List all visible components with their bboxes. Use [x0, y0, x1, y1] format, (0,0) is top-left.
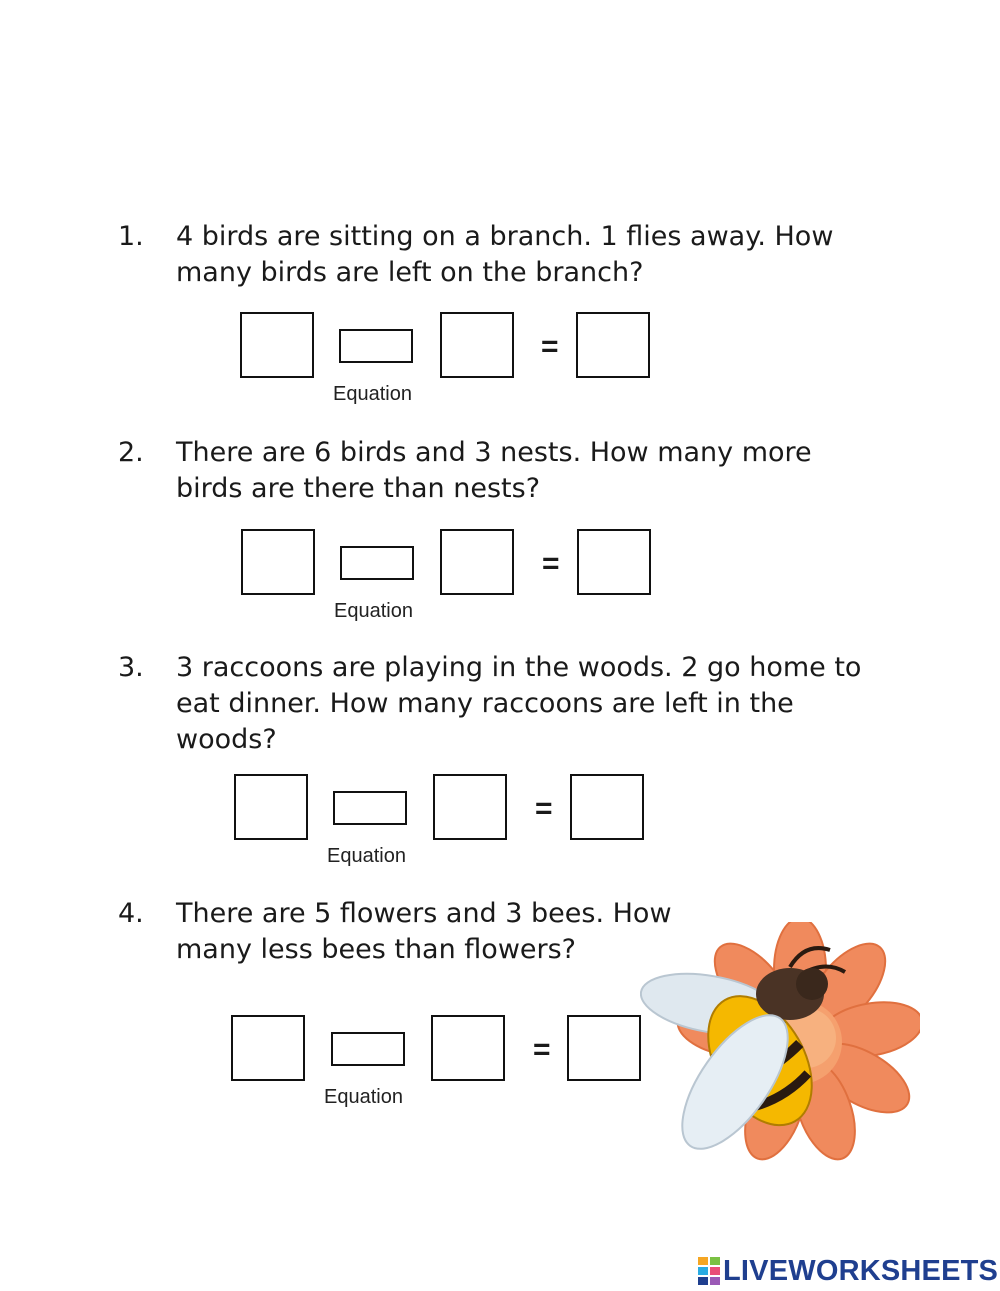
equation-label: Equation — [334, 600, 413, 622]
answer-box-first-number[interactable] — [231, 1015, 305, 1081]
answer-box-result[interactable] — [567, 1015, 641, 1081]
problem-text: 4 birds are sitting on a branch. 1 flies away. How many birds are left on the branch? — [176, 221, 834, 288]
operator-box[interactable] — [333, 791, 407, 825]
problem-text: 3 raccoons are playing in the woods. 2 go home to eat dinner. How many raccoons are left in the woods? — [176, 652, 862, 755]
problem-number: 4. — [118, 898, 144, 929]
answer-box-second-number[interactable] — [431, 1015, 505, 1081]
bee-on-flower-icon — [640, 922, 920, 1178]
equals-sign: = — [541, 330, 559, 363]
equation-label: Equation — [324, 1086, 403, 1108]
answer-box-first-number[interactable] — [241, 529, 315, 595]
answer-box-first-number[interactable] — [234, 774, 308, 840]
answer-box-second-number[interactable] — [433, 774, 507, 840]
logo-text: LIVEWORKSHEETS — [723, 1254, 999, 1287]
problem-number: 3. — [118, 652, 144, 683]
problem-number: 1. — [118, 221, 144, 252]
answer-box-second-number[interactable] — [440, 529, 514, 595]
answer-box-result[interactable] — [576, 312, 650, 378]
problem-number: 2. — [118, 437, 144, 468]
logo-mark-icon — [698, 1257, 720, 1285]
problem-1 — [0, 219, 1000, 409]
operator-box[interactable] — [331, 1032, 405, 1066]
problem-3 — [0, 650, 1000, 870]
answer-box-result[interactable] — [570, 774, 644, 840]
problem-text: There are 6 birds and 3 nests. How many more birds are there than nests? — [176, 437, 812, 504]
equals-sign: = — [535, 792, 553, 825]
equation-label: Equation — [333, 383, 412, 405]
problem-text: There are 5 flowers and 3 bees. How many less bees than flowers? — [176, 898, 672, 965]
answer-box-second-number[interactable] — [440, 312, 514, 378]
operator-box[interactable] — [339, 329, 413, 363]
answer-box-first-number[interactable] — [240, 312, 314, 378]
equation-label: Equation — [327, 845, 406, 867]
operator-box[interactable] — [340, 546, 414, 580]
liveworksheets-logo[interactable] — [698, 1254, 998, 1288]
problem-2 — [0, 435, 1000, 625]
equals-sign: = — [533, 1033, 551, 1066]
answer-box-result[interactable] — [577, 529, 651, 595]
equals-sign: = — [542, 547, 560, 580]
